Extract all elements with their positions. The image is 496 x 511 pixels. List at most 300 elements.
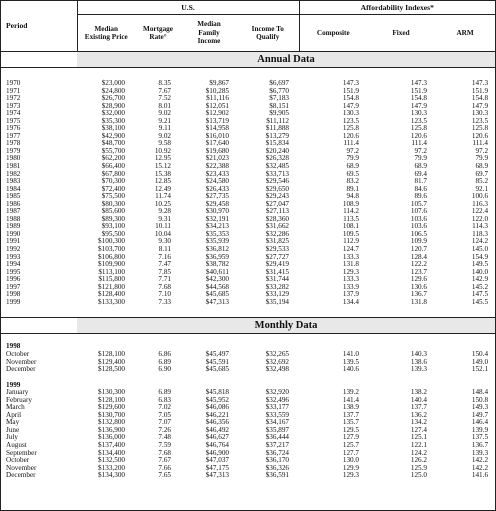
period-cell: 1970	[6, 79, 21, 87]
value-cell: $37,217	[265, 440, 290, 449]
year-label: 1999	[6, 380, 21, 389]
value-cell: $115,800	[98, 275, 125, 284]
value-cell: 141.6	[471, 471, 489, 480]
value-cell: $19,680	[205, 146, 229, 155]
value-cell: $11,888	[265, 124, 290, 133]
col-header-price: Median Existing Price	[77, 15, 135, 52]
value-cell: 113.5	[343, 214, 360, 223]
value-cell: $85,600	[101, 207, 125, 216]
value-cell: 124.2	[410, 448, 428, 457]
value-cell: 131.8	[410, 297, 428, 306]
period-cell: 1992	[6, 245, 21, 254]
value-cell: $33,177	[265, 403, 290, 412]
period-cell: 1978	[6, 139, 21, 148]
value-cell: $7,183	[269, 94, 290, 103]
value-cell: 138.6	[410, 357, 428, 366]
value-cell: 7.52	[158, 94, 171, 103]
period-cell: August	[6, 440, 27, 449]
value-cell: $46,086	[205, 403, 229, 412]
value-cell: $8,151	[269, 101, 290, 110]
value-cell: 7.05	[158, 410, 171, 419]
value-cell: $29,650	[265, 184, 290, 193]
value-cell: 149.5	[471, 260, 489, 269]
value-cell: 125.8	[471, 124, 489, 133]
value-cell: 94.8	[346, 192, 360, 201]
period-cell: May	[6, 418, 20, 427]
period-cell: 1996	[6, 275, 21, 284]
value-cell: $42,900	[101, 131, 125, 140]
value-cell: 7.71	[158, 275, 171, 284]
value-cell: $30,970	[205, 207, 229, 216]
value-cell: 108.9	[342, 199, 360, 208]
value-cell: $45,952	[205, 395, 229, 404]
value-cell: $36,326	[265, 463, 290, 472]
value-cell: 136.2	[410, 410, 428, 419]
period-cell: October	[6, 456, 30, 465]
period-cell: November	[6, 463, 37, 472]
value-cell: 100.6	[471, 192, 489, 201]
value-cell: $136,000	[98, 433, 125, 442]
value-cell: $130,300	[98, 388, 125, 397]
value-cell: $36,170	[265, 456, 290, 465]
value-cell: 125.9	[410, 463, 428, 472]
value-cell: 79.9	[414, 154, 428, 163]
period-cell: 1989	[6, 222, 21, 231]
value-cell: 122.1	[410, 440, 428, 449]
value-cell: $62,200	[101, 154, 125, 163]
value-cell: 140.6	[342, 365, 360, 374]
value-cell: $134,300	[98, 471, 125, 480]
us-group-header: U.S.	[77, 1, 299, 15]
value-cell: 136.7	[410, 290, 428, 299]
value-cell: $13,279	[265, 131, 290, 140]
value-cell: $45,497	[205, 349, 229, 358]
monthly-section-title: Monthly Data	[77, 318, 495, 334]
period-cell: 1972	[6, 94, 21, 103]
value-cell: $34,213	[205, 222, 229, 231]
value-cell: 125.7	[342, 440, 360, 449]
value-cell: 9.02	[158, 131, 171, 140]
value-cell: 147.9	[342, 101, 360, 110]
value-cell: 137.7	[342, 410, 360, 419]
value-cell: $27,047	[265, 199, 290, 208]
value-cell: 105.7	[410, 199, 428, 208]
value-cell: $128,400	[98, 290, 125, 299]
value-cell: 12.95	[154, 154, 171, 163]
value-cell: $35,194	[265, 297, 290, 306]
value-cell: $100,300	[98, 237, 125, 246]
value-cell: 145.2	[471, 282, 489, 291]
value-cell: $14,958	[205, 124, 229, 133]
value-cell: $42,300	[205, 275, 229, 284]
value-cell: 128.4	[410, 252, 428, 261]
value-cell: 127.9	[342, 433, 360, 442]
value-cell: 68.9	[346, 162, 360, 171]
value-cell: $32,265	[265, 349, 290, 358]
value-cell: 111.4	[343, 139, 360, 148]
value-cell: $24,800	[101, 86, 125, 95]
value-cell: 129.9	[342, 463, 360, 472]
value-cell: 7.65	[158, 471, 171, 480]
value-cell: 79.9	[475, 154, 489, 163]
value-cell: 124.7	[342, 245, 360, 254]
value-cell: $46,221	[205, 410, 229, 419]
value-cell: 139.2	[342, 388, 360, 397]
period-cell: September	[6, 448, 37, 457]
value-cell: 97.2	[475, 146, 489, 155]
value-cell: $133,200	[98, 463, 125, 472]
value-cell: 123.5	[410, 116, 428, 125]
value-cell: $29,458	[205, 199, 229, 208]
value-cell: 122.0	[471, 214, 489, 223]
spacer-row	[1, 334, 495, 344]
value-cell: 69.7	[475, 169, 489, 178]
value-cell: $80,300	[101, 199, 125, 208]
value-cell: 139.3	[471, 448, 489, 457]
value-cell: 10.11	[155, 222, 171, 231]
period-cell: 1990	[6, 229, 21, 238]
value-cell: $55,700	[101, 146, 125, 155]
value-cell: 134.4	[342, 297, 360, 306]
value-cell: $129,400	[98, 357, 125, 366]
value-cell: 147.3	[342, 79, 360, 87]
value-cell: 145.5	[471, 297, 489, 306]
value-cell: 140.3	[410, 349, 428, 358]
value-cell: 147.9	[410, 101, 428, 110]
value-cell: $132,500	[98, 456, 125, 465]
value-cell: $32,191	[205, 214, 229, 223]
value-cell: $46,764	[205, 440, 229, 449]
col-header-rate: Mortgage Rate°	[135, 15, 181, 52]
value-cell: $27,113	[265, 207, 290, 216]
value-cell: $103,700	[98, 245, 125, 254]
value-cell: 131.8	[342, 260, 360, 269]
value-cell: 10.92	[154, 146, 171, 155]
value-cell: $36,591	[265, 471, 290, 480]
value-cell: 79.9	[346, 154, 360, 163]
value-cell: $22,388	[205, 162, 229, 171]
value-cell: $33,559	[265, 410, 290, 419]
value-cell: $121,800	[98, 282, 125, 291]
value-cell: 7.02	[158, 403, 171, 412]
value-cell: 147.3	[410, 79, 428, 87]
value-cell: 6.90	[158, 365, 171, 374]
value-cell: 9.58	[158, 139, 171, 148]
value-cell: 8.11	[158, 245, 171, 254]
value-cell: 97.2	[346, 146, 360, 155]
value-cell: 116.3	[472, 199, 489, 208]
value-cell: 69.5	[346, 169, 360, 178]
period-cell: 1980	[6, 154, 21, 163]
value-cell: $128,100	[98, 349, 125, 358]
value-cell: 10.04	[154, 229, 171, 238]
value-cell: 103.6	[410, 214, 428, 223]
value-cell: 134.2	[410, 418, 428, 427]
value-cell: $66,400	[101, 162, 125, 171]
value-cell: $45,685	[205, 290, 229, 299]
value-cell: 130.3	[471, 109, 489, 118]
value-cell: $46,627	[205, 433, 229, 442]
value-cell: 142.9	[471, 275, 489, 284]
col-header-income: Median Family Income	[181, 15, 237, 52]
value-cell: 7.59	[158, 440, 171, 449]
period-cell: 1998	[6, 290, 21, 299]
period-cell: February	[6, 395, 32, 404]
value-cell: 130.0	[342, 456, 360, 465]
value-cell: 136.7	[471, 440, 489, 449]
value-cell: $47,313	[205, 297, 229, 306]
value-cell: 111.4	[472, 139, 489, 148]
value-cell: 8.35	[158, 79, 171, 87]
value-cell: $23,000	[101, 79, 125, 87]
monthly-row	[1, 366, 495, 374]
value-cell: 130.3	[342, 109, 360, 118]
monthly-section-row	[1, 318, 495, 334]
value-cell: 147.9	[471, 101, 489, 110]
annual-section-row	[1, 52, 495, 68]
value-cell: $109,900	[98, 260, 125, 269]
value-cell: 130.6	[410, 282, 428, 291]
value-cell: 7.07	[158, 418, 171, 427]
value-cell: 125.8	[410, 124, 428, 133]
period-cell: 1991	[6, 237, 21, 246]
value-cell: $6,770	[269, 86, 290, 95]
value-cell: $29,533	[265, 245, 290, 254]
value-cell: 149.7	[471, 410, 489, 419]
value-cell: $72,400	[101, 184, 125, 193]
value-cell: 127.4	[410, 425, 428, 434]
period-cell: 1987	[6, 207, 21, 216]
value-cell: 137.9	[342, 290, 360, 299]
value-cell: $26,700	[101, 94, 125, 103]
period-cell: 1977	[6, 131, 21, 140]
value-cell: $31,744	[265, 275, 290, 284]
value-cell: 137.7	[410, 403, 428, 412]
value-cell: $47,313	[205, 471, 229, 480]
value-cell: $130,700	[98, 410, 125, 419]
value-cell: 118.3	[472, 229, 489, 238]
value-cell: 135.7	[342, 418, 360, 427]
value-cell: 142.2	[471, 463, 489, 472]
value-cell: 138.2	[410, 388, 428, 397]
value-cell: 129.5	[342, 425, 360, 434]
value-cell: 125.8	[342, 124, 360, 133]
value-cell: $47,037	[205, 456, 229, 465]
value-cell: $132,800	[98, 418, 125, 427]
value-cell: 123.5	[471, 116, 489, 125]
value-cell: $46,900	[205, 448, 229, 457]
value-cell: 7.85	[158, 267, 171, 276]
value-cell: $32,920	[265, 388, 290, 397]
value-cell: 120.6	[410, 131, 428, 140]
period-cell: 1976	[6, 124, 21, 133]
value-cell: $16,010	[205, 131, 229, 140]
value-cell: 7.10	[158, 290, 171, 299]
value-cell: 133.3	[342, 252, 360, 261]
value-cell: 106.5	[410, 229, 428, 238]
value-cell: $11,116	[206, 94, 229, 103]
value-cell: 12.49	[154, 184, 171, 193]
period-cell: 1973	[6, 101, 21, 110]
value-cell: 97.2	[414, 146, 428, 155]
annual-row	[1, 299, 495, 307]
value-cell: $21,023	[205, 154, 229, 163]
value-cell: 7.67	[158, 456, 171, 465]
value-cell: 129.3	[342, 267, 360, 276]
value-cell: 7.48	[158, 433, 171, 442]
value-cell: 127.7	[342, 448, 360, 457]
value-cell: 7.16	[158, 252, 171, 261]
value-cell: 81.7	[414, 177, 428, 186]
value-cell: 151.9	[342, 86, 360, 95]
value-cell: $9,905	[269, 109, 290, 118]
annual-section-title: Annual Data	[77, 52, 495, 68]
value-cell: $45,818	[205, 388, 229, 397]
value-cell: 150.4	[471, 349, 489, 358]
value-cell: 126.2	[410, 456, 428, 465]
value-cell: 148.4	[471, 388, 489, 397]
value-cell: $28,900	[101, 101, 125, 110]
value-cell: $36,959	[205, 252, 229, 261]
value-cell: $33,713	[265, 169, 290, 178]
value-cell: 139.3	[410, 365, 428, 374]
value-cell: $29,546	[265, 177, 290, 186]
value-cell: $29,419	[265, 260, 290, 269]
value-cell: $137,400	[98, 440, 125, 449]
period-cell: 1995	[6, 267, 21, 276]
value-cell: 114.2	[343, 207, 360, 216]
period-cell: 1971	[6, 86, 21, 95]
value-cell: $129,600	[98, 403, 125, 412]
period-cell: 1984	[6, 184, 21, 193]
value-cell: 138.9	[342, 403, 360, 412]
value-cell: $67,800	[101, 169, 125, 178]
value-cell: $45,685	[205, 365, 229, 374]
value-cell: 147.5	[471, 290, 489, 299]
value-cell: 89.6	[414, 192, 428, 201]
value-cell: 133.3	[342, 275, 360, 284]
col-header-qualify: Income To Qualify	[237, 15, 299, 52]
value-cell: 9.30	[158, 237, 171, 246]
value-cell: 147.3	[471, 79, 489, 87]
value-cell: $32,498	[265, 365, 290, 374]
value-cell: 141.0	[342, 349, 360, 358]
value-cell: 154.9	[471, 252, 489, 261]
value-cell: 140.4	[410, 395, 428, 404]
value-cell: $33,129	[265, 290, 290, 299]
value-cell: $113,100	[98, 267, 125, 276]
value-cell: $17,640	[205, 139, 229, 148]
value-cell: 9.11	[158, 124, 171, 133]
value-cell: 139.9	[471, 425, 489, 434]
value-cell: 15.12	[154, 162, 171, 171]
value-cell: $128,500	[98, 365, 125, 374]
value-cell: $26,433	[205, 184, 229, 193]
value-cell: 103.6	[410, 222, 428, 231]
value-cell: $27,735	[205, 192, 229, 201]
period-header: Period	[1, 1, 77, 52]
value-cell: 7.67	[158, 86, 171, 95]
value-cell: 7.47	[158, 260, 171, 269]
col-header-arm: ARM	[435, 15, 495, 52]
value-cell: 124.2	[471, 237, 489, 246]
value-cell: 7.68	[158, 282, 171, 291]
period-cell: June	[6, 425, 20, 434]
value-cell: 109.9	[410, 237, 428, 246]
value-cell: $36,812	[205, 245, 229, 254]
value-cell: $13,719	[205, 116, 229, 125]
value-cell: 152.1	[471, 365, 489, 374]
col-header-fixed: Fixed	[367, 15, 435, 52]
value-cell: $20,240	[265, 146, 290, 155]
value-cell: $35,353	[205, 229, 229, 238]
value-cell: 89.1	[346, 184, 360, 193]
value-cell: 7.68	[158, 448, 171, 457]
value-cell: $106,800	[98, 252, 125, 261]
value-cell: 120.7	[410, 245, 428, 254]
value-cell: $46,492	[205, 425, 229, 434]
value-cell: 9.21	[158, 116, 171, 125]
period-cell: 1983	[6, 177, 21, 186]
value-cell: 10.25	[154, 199, 171, 208]
value-cell: $32,000	[101, 109, 125, 118]
value-cell: 122.4	[471, 207, 489, 216]
value-cell: $32,286	[265, 229, 290, 238]
period-cell: 1982	[6, 169, 21, 178]
value-cell: 125.0	[410, 471, 428, 480]
value-cell: $136,900	[98, 425, 125, 434]
value-cell: $47,175	[205, 463, 229, 472]
value-cell: 7.26	[158, 425, 171, 434]
period-cell: 1988	[6, 214, 21, 223]
value-cell: $44,568	[205, 282, 229, 291]
period-cell: 1999	[6, 297, 21, 306]
period-cell: July	[6, 433, 18, 442]
value-cell: 114.3	[472, 222, 489, 231]
value-cell: 154.8	[471, 94, 489, 103]
value-cell: 6.89	[158, 388, 171, 397]
value-cell: $40,611	[205, 267, 229, 276]
value-cell: $10,285	[205, 86, 229, 95]
value-cell: $45,591	[205, 357, 229, 366]
value-cell: $27,727	[265, 252, 290, 261]
value-cell: 146.4	[471, 418, 489, 427]
year-label: 1998	[6, 342, 21, 351]
value-cell: 130.3	[410, 109, 428, 118]
value-cell: $31,662	[265, 222, 290, 231]
period-cell: 1974	[6, 109, 21, 118]
period-cell: 1981	[6, 162, 21, 171]
value-cell: $15,834	[265, 139, 290, 148]
value-cell: $89,300	[101, 214, 125, 223]
period-cell: April	[6, 410, 22, 419]
value-cell: 151.9	[471, 86, 489, 95]
value-cell: 84.6	[414, 184, 428, 193]
value-cell: $28,360	[265, 214, 290, 223]
value-cell: $134,400	[98, 448, 125, 457]
period-cell: 1994	[6, 260, 21, 269]
value-cell: $128,100	[98, 395, 125, 404]
value-cell: 133.9	[342, 282, 360, 291]
value-cell: 85.2	[475, 177, 489, 186]
period-cell: December	[6, 365, 36, 374]
value-cell: 7.66	[158, 463, 171, 472]
period-cell: 1986	[6, 199, 21, 208]
value-cell: $6,697	[269, 79, 290, 87]
affordability-group-header: Affordability Indexes*	[299, 1, 495, 15]
value-cell: 69.4	[414, 169, 428, 178]
value-cell: $32,485	[265, 162, 290, 171]
